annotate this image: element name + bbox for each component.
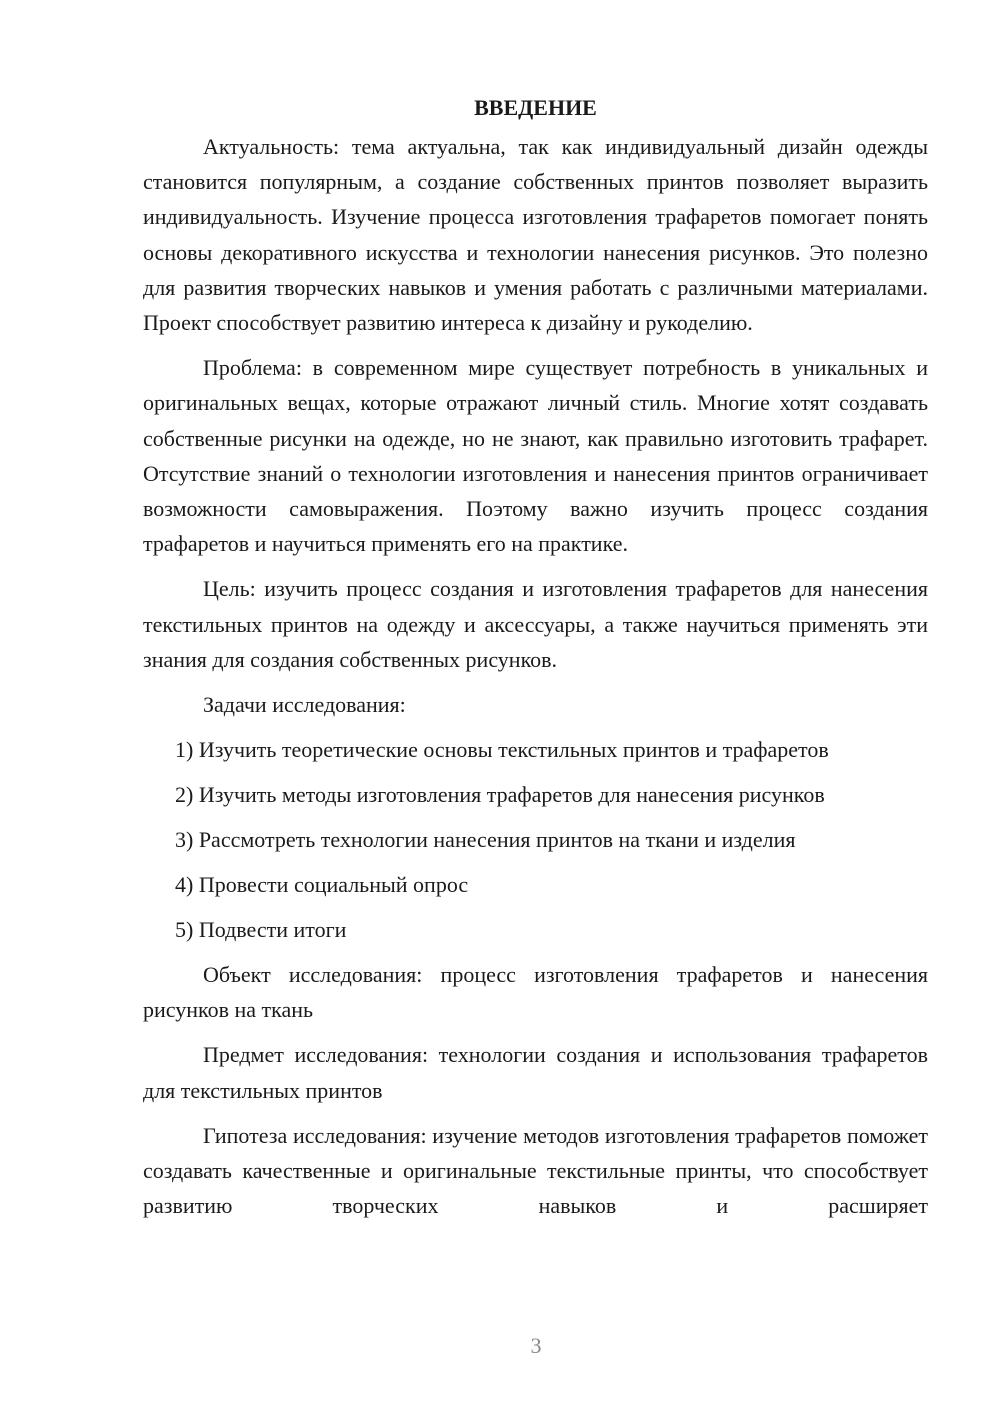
paragraph-subject: Предмет исследования: технологии создания и использования трафаретов для текстильных принтов	[143, 1042, 928, 1103]
paragraph-hypothesis: Гипотеза исследования: изучение методов изготовления трафаретов поможет создавать качественные и оригинальные текстильные принты, что способствует развитию творческих навыков и расширяет	[143, 1122, 928, 1219]
section-heading: ВВЕДЕНИЕ	[474, 95, 597, 120]
paragraph-object: Объект исследования: процесс изготовления трафаретов и нанесения рисунков на ткань	[143, 962, 928, 1023]
page-number: 3	[530, 1333, 542, 1358]
task-item: 4) Провести социальный опрос	[175, 872, 469, 898]
paragraph-relevance: Актуальность: тема актуальна, так как индивидуальный дизайн одежды становится популярным, а создание собственных принтов позволяет выразить индивидуальность. Изучение процесса изготовления трафаретов помогает понять основы декоративного искусства и технологии нанесения рисунков. Это полезно для развития творческих навыков и умения работать с различными материалами. Проект способствует развитию интереса к дизайну и рукоделию.	[143, 134, 928, 336]
document-page	[143, 90, 928, 1223]
task-item: 2) Изучить методы изготовления трафаретов для нанесения рисунков	[175, 782, 825, 808]
task-item: 5) Подвести итоги	[175, 917, 347, 943]
task-item: 1) Изучить теоретические основы текстильных принтов и трафаретов	[175, 737, 829, 763]
task-item: 3) Рассмотреть технологии нанесения принтов на ткани и изделия	[175, 827, 796, 853]
tasks-title: Задачи исследования:	[203, 692, 406, 718]
paragraph-problem: Проблема: в современном мире существует потребность в уникальных и оригинальных вещах, которые отражают личный стиль. Многие хотят создавать собственные рисунки на одежде, но не знают, как правильно изготовить трафарет. Отсутствие знаний о технологии изготовления и нанесения принтов ограничивает возможности самовыражения. Поэтому важно изучить процесс создания трафаретов и научиться применять его на практике.	[143, 355, 928, 557]
paragraph-goal: Цель: изучить процесс создания и изготовления трафаретов для нанесения текстильных принтов на одежду и аксессуары, а также научиться применять эти знания для создания собственных рисунков.	[143, 576, 928, 672]
